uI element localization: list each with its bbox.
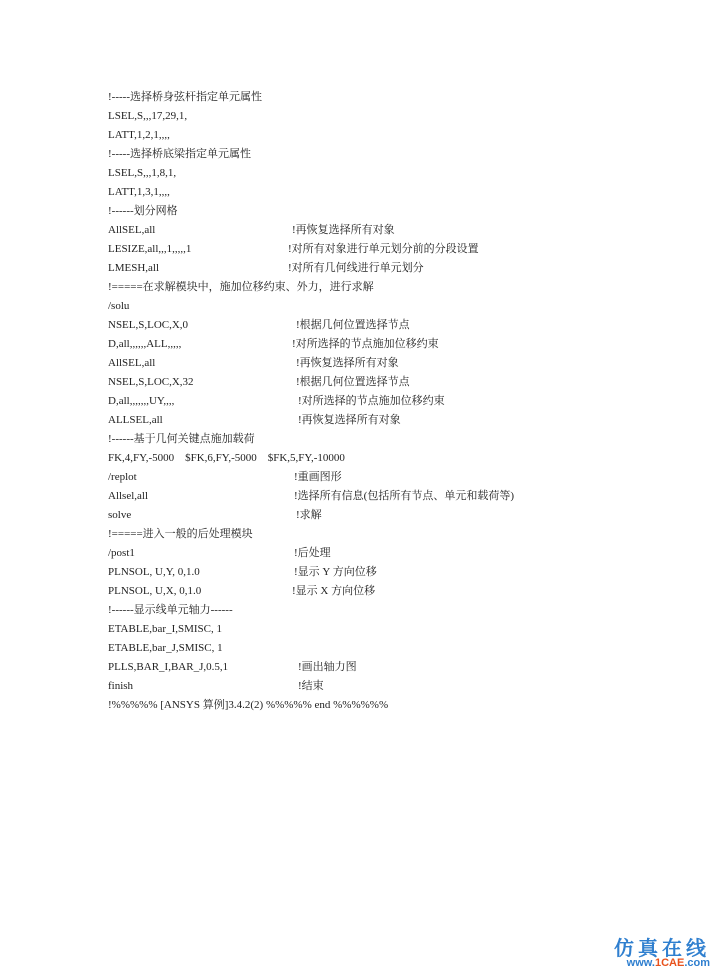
comment-text: !显示 Y 方向位移 bbox=[294, 566, 377, 578]
doc-line bbox=[108, 677, 708, 696]
code-text: ALLSEL,all bbox=[108, 414, 163, 426]
comment-text: !画出轴力图 bbox=[298, 661, 357, 673]
watermark-url-prefix: www. bbox=[626, 957, 655, 969]
doc-line bbox=[108, 316, 708, 335]
doc-line bbox=[108, 145, 708, 164]
doc-line bbox=[108, 601, 708, 620]
comment-text: !显示 X 方向位移 bbox=[292, 585, 376, 597]
code-text: solve bbox=[108, 509, 132, 521]
code-text: LATT,1,2,1,,,, bbox=[108, 129, 170, 141]
doc-line bbox=[108, 107, 708, 126]
code-text: AllSEL,all bbox=[108, 224, 156, 236]
doc-line bbox=[108, 202, 708, 221]
code-text: FK,4,FY,-5000 $FK,6,FY,-5000 $FK,5,FY,-10000 bbox=[108, 452, 345, 464]
doc-line bbox=[108, 392, 708, 411]
comment-text: !%%%%% [ANSYS 算例]3.4.2(2) %%%%% end %%%%%% bbox=[108, 699, 389, 711]
code-text: Allsel,all bbox=[108, 490, 149, 502]
comment-text: !再恢复选择所有对象 bbox=[296, 357, 399, 369]
doc-line bbox=[108, 335, 708, 354]
document-body bbox=[108, 88, 708, 715]
comment-text: !-----选择桥底梁指定单元属性 bbox=[108, 148, 251, 160]
code-text: NSEL,S,LOC,X,32 bbox=[108, 376, 194, 388]
comment-text: !------基于几何关键点施加载荷 bbox=[108, 433, 255, 445]
comment-text: !------划分网格 bbox=[108, 205, 178, 217]
doc-line bbox=[108, 563, 708, 582]
watermark-url-accent: 1CAE bbox=[654, 957, 685, 969]
doc-line bbox=[108, 582, 708, 601]
doc-line bbox=[108, 449, 708, 468]
comment-text: !再恢复选择所有对象 bbox=[298, 414, 401, 426]
doc-line bbox=[108, 487, 708, 506]
doc-line bbox=[108, 639, 708, 658]
doc-line bbox=[108, 126, 708, 145]
code-text: /replot bbox=[108, 471, 137, 483]
code-text: NSEL,S,LOC,X,0 bbox=[108, 319, 189, 331]
doc-line bbox=[108, 620, 708, 639]
doc-line bbox=[108, 373, 708, 392]
code-text: /solu bbox=[108, 300, 130, 312]
site-watermark bbox=[580, 930, 720, 974]
comment-text: !求解 bbox=[296, 509, 322, 521]
code-text: /post1 bbox=[108, 547, 135, 559]
doc-line bbox=[108, 696, 708, 715]
comment-text: !对所有几何线进行单元划分 bbox=[288, 262, 424, 274]
code-text: LATT,1,3,1,,,, bbox=[108, 186, 170, 198]
code-text: D,all,,,,,,,UY,,,, bbox=[108, 395, 175, 407]
comment-text: !根据几何位置选择节点 bbox=[296, 319, 410, 331]
code-text: PLNSOL, U,Y, 0,1.0 bbox=[108, 566, 200, 578]
code-text: ETABLE,bar_I,SMISC, 1 bbox=[108, 623, 223, 635]
doc-line bbox=[108, 164, 708, 183]
doc-line bbox=[108, 544, 708, 563]
code-text: ETABLE,bar_J,SMISC, 1 bbox=[108, 642, 223, 654]
comment-text: !对所有对象进行单元划分前的分段设置 bbox=[288, 243, 479, 255]
comment-text: !------显示线单元轴力------ bbox=[108, 604, 233, 616]
comment-text: !对所选择的节点施加位移约束 bbox=[292, 338, 439, 350]
comment-text: !根据几何位置选择节点 bbox=[296, 376, 410, 388]
doc-line bbox=[108, 183, 708, 202]
doc-line bbox=[108, 297, 708, 316]
code-text: LSEL,S,,,17,29,1, bbox=[108, 110, 188, 122]
code-text: finish bbox=[108, 680, 134, 692]
doc-line bbox=[108, 468, 708, 487]
watermark-url-suffix: .com bbox=[684, 957, 710, 969]
code-text: LSEL,S,,,1,8,1, bbox=[108, 167, 177, 179]
comment-text: !=====进入一般的后处理模块 bbox=[108, 528, 253, 540]
comment-text: !对所选择的节点施加位移约束 bbox=[298, 395, 445, 407]
comment-text: !=====在求解模块中，施加位移约束、外力，进行求解 bbox=[108, 281, 374, 293]
doc-line bbox=[108, 525, 708, 544]
watermark-chinese-text: 仿真在线 bbox=[614, 936, 710, 960]
doc-line bbox=[108, 411, 708, 430]
comment-text: !-----选择桥身弦杆指定单元属性 bbox=[108, 91, 262, 103]
code-text: AllSEL,all bbox=[108, 357, 156, 369]
doc-line bbox=[108, 430, 708, 449]
doc-line bbox=[108, 221, 708, 240]
code-text: LMESH,all bbox=[108, 262, 160, 274]
watermark-url bbox=[627, 957, 710, 969]
comment-text: !再恢复选择所有对象 bbox=[292, 224, 395, 236]
code-text: PLNSOL, U,X, 0,1.0 bbox=[108, 585, 202, 597]
doc-line bbox=[108, 88, 708, 107]
doc-line bbox=[108, 278, 708, 297]
doc-line bbox=[108, 354, 708, 373]
comment-text: !重画图形 bbox=[294, 471, 342, 483]
doc-line bbox=[108, 658, 708, 677]
comment-text: !后处理 bbox=[294, 547, 331, 559]
comment-text: !选择所有信息(包括所有节点、单元和载荷等) bbox=[294, 490, 514, 502]
comment-text: !结束 bbox=[298, 680, 324, 692]
doc-line bbox=[108, 240, 708, 259]
code-text: D,all,,,,,,ALL,,,,, bbox=[108, 338, 182, 350]
code-text: LESIZE,all,,,1,,,,,1 bbox=[108, 243, 192, 255]
code-text: PLLS,BAR_I,BAR_J,0.5,1 bbox=[108, 661, 229, 673]
doc-line bbox=[108, 506, 708, 525]
doc-line bbox=[108, 259, 708, 278]
